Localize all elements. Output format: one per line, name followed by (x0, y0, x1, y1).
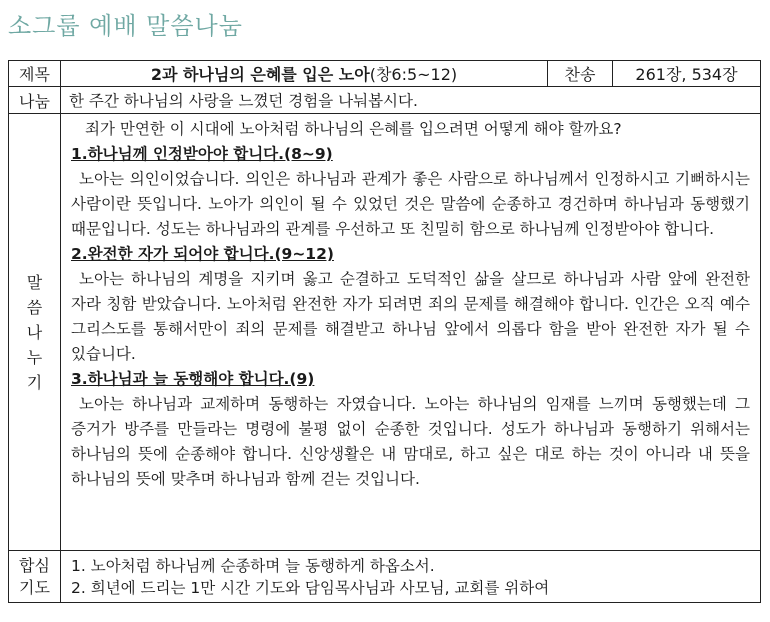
prayer-item: 2. 희년에 드리는 1만 시간 기도와 담임목사님과 사모님, 교회를 위하여 (71, 578, 550, 597)
prayer-list (61, 551, 761, 603)
word-label-char: 기 (26, 372, 43, 392)
sermon-sheet-table (8, 60, 761, 603)
word-label-char: 말 (26, 272, 43, 292)
hymn-numbers: 261장, 534장 (613, 61, 761, 87)
lesson-title-text: 2과 하나님의 은혜를 입은 노아 (150, 65, 370, 84)
title-label: 제목 (9, 61, 61, 87)
word-label-char: 씀 (26, 297, 43, 317)
title-row (9, 61, 761, 87)
point-paragraph: 노아는 의인이었습니다. 의인은 하나님과 관계가 좋은 사람으로 하나님께서 인정하시고 기뻐하시는 사람이란 뜻입니다. 노아가 의인이 될 수 있었던 것은 말씀에 순종하고 경건하며 하나님과 동행했기 때문입니다. 성도는 하나님과의 관계를 우선하고 또 친밀히 함으로 하나님께 인정받아야 합니다. (71, 170, 750, 238)
point-paragraph: 노아는 하나님의 계명을 지키며 옳고 순결하고 도덕적인 삶을 살므로 하나님과 사람 앞에 완전한 자라 칭함 받았습니다. 노아처럼 완전한 자가 되려면 죄의 문제를 해결해야 합니다. 인간은 오직 예수 그리스도를 통해서만이 죄의 문제를 해결받고 하나님 앞에서 의롭다 함을 받아 완전한 자가 될 수 있습니다. (71, 270, 750, 363)
prayer-label-line: 기도 (19, 577, 50, 597)
lesson-reference: (창6:5~12) (369, 65, 458, 84)
word-label-char: 누 (26, 347, 43, 367)
word-label-char: 나 (26, 322, 43, 342)
sharing-question: 한 주간 하나님의 사랑을 느꼈던 경험을 나눠봅시다. (61, 87, 761, 114)
sermon-body (61, 114, 761, 551)
word-row (9, 114, 761, 551)
prayer-row (9, 551, 761, 603)
share-row (9, 87, 761, 114)
word-label (9, 114, 61, 551)
point-heading: 1.하나님께 인정받아야 합니다.(8~9) (71, 145, 333, 163)
sermon-intro: 죄가 만연한 이 시대에 노아처럼 하나님의 은혜를 입으려면 어떻게 해야 할까요? (85, 120, 622, 138)
point-paragraph: 노아는 하나님과 교제하며 동행하는 자였습니다. 노아는 하나님의 임재를 느끼며 동행했는데 그 증거가 방주를 만들라는 명령에 불평 없이 순종한 것입니다. 성도가 하나님과 동행하기 위해서는 하나님의 뜻에 순종해야 합니다. 신앙생활은 내 맘대로, 하고 싶은 대로 하는 것이 아니라 내 뜻을 하나님의 뜻에 맞추며 하나님과 함께 걷는 것입니다. (71, 395, 750, 488)
point-heading: 2.완전한 자가 되어야 합니다.(9~12) (71, 245, 334, 263)
prayer-item: 1. 노아처럼 하나님께 순종하며 늘 동행하게 하옵소서. (71, 556, 435, 575)
page-heading: 소그룹 예배 말씀나눔 (8, 12, 243, 40)
share-label: 나눔 (9, 87, 61, 114)
hymn-label: 찬송 (548, 61, 613, 87)
prayer-label-line: 합심 (19, 555, 50, 575)
point-heading: 3.하나님과 늘 동행해야 합니다.(9) (71, 370, 315, 388)
lesson-title (61, 61, 548, 87)
prayer-label (9, 551, 61, 603)
